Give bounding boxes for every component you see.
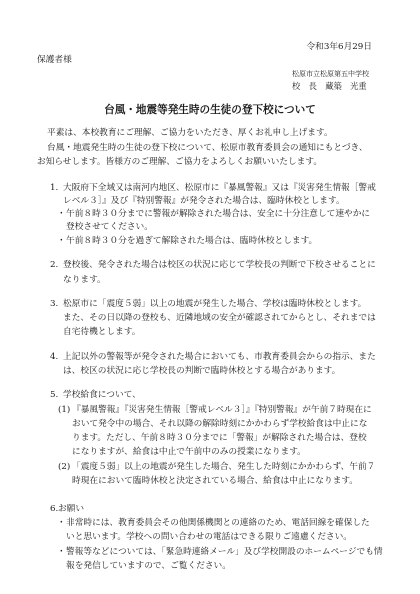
item-2-first-line: [50, 259, 376, 271]
item-1-first-line: [50, 182, 376, 194]
item-number: 2.: [50, 260, 59, 270]
subitem-text: 時現在において臨時休校と決定されている場合、給食は中止になります。: [72, 476, 358, 486]
item-1-bullet-2: [57, 235, 317, 247]
bullet-mark: ・: [57, 209, 66, 219]
item-text: 自宅待機とします。: [63, 327, 141, 337]
school-name: 松原市立松原第五中学校: [292, 70, 369, 78]
item-text: 上記以外の警報等が発令された場合においても、市教育委員会からの指示、また: [63, 352, 376, 362]
bullet-text: 報を発信していますので、ご覧ください。: [66, 561, 231, 571]
item-number: 1.: [50, 183, 59, 193]
item-number: 3.: [50, 299, 59, 309]
bullet-mark: ・: [57, 547, 66, 557]
bullet-text: いと思います。学校への問い合わせの電話はできる限りご遠慮ください。: [66, 532, 352, 542]
bullet-text: 登校させてください。: [66, 222, 153, 232]
item-text: 登校後、発令された場合は校区の状況に応じて学校長の判断で下校させることに: [63, 260, 376, 270]
item-number: 6.: [50, 504, 59, 514]
item-text: レベル３］』及び『特別警報』が発令された場合は、臨時休校とします。: [63, 196, 345, 206]
document-title: 台風・地震等発生時の生徒の登下校について: [104, 104, 316, 116]
item-text: 大阪府下全域又は南河内地区、松原市に『暴風警報』又は『災害発生情報［警戒: [63, 183, 376, 193]
intro-line: 台風・地震発生時の生徒の登下校について、松原市教育委員会の通知にもとづき、: [47, 143, 368, 153]
intro-line: 平素は、本校教育にご理解、ご協力をいただき、厚くお礼申し上げます。: [47, 128, 333, 138]
issue-date: 令和3年6月29日: [306, 42, 372, 52]
item-number: 4.: [50, 352, 59, 362]
principal-name: 校 長 藏築 光重: [292, 81, 367, 91]
bullet-mark: ・: [57, 518, 66, 528]
item-6-bullet-2: [57, 546, 383, 558]
subitem-mark: (1): [58, 405, 71, 415]
subitem-text: 「震度５弱」以上の地震が発生した場合、発生した時刻にかかわらず、午前７: [72, 462, 376, 472]
item-5-first-line: [50, 389, 141, 401]
intro-line: お知らせします。皆様方のご理解、ご協力をよろしくお願いいたします。: [37, 157, 323, 167]
item-text: 学校給食について、: [63, 390, 141, 400]
bullet-mark: ・: [57, 236, 66, 246]
item-4-first-line: [50, 351, 376, 363]
bullet-text: 警報等などについては、「緊急時連絡メール」及び学校開設のホームページでも情: [66, 547, 383, 557]
subitem-mark: (2): [58, 462, 71, 472]
bullet-text: 午前８時３０分までに警報が解除された場合は、安全に十分注意して速やかに: [66, 209, 371, 219]
item-text: また、その日以降の登校も、近隣地域の安全が確認されてからとし、それまでは: [63, 313, 376, 323]
subitem-text: おいて発令中の場合、それ以降の解除時刻にかかわらず学校給食は中止にな: [72, 419, 368, 429]
subitem-text: になりますが、給食は中止で午前中のみの授業になります。: [72, 447, 306, 457]
item-6-bullet-1: [57, 517, 370, 529]
item-text: は、校区の状況に応じ学校長の判断で臨時休校とする場合があります。: [63, 366, 341, 376]
bullet-text: 午前８時３０分を過ぎて解除された場合は、臨時休校とします。: [66, 236, 318, 246]
item-text: なります。: [63, 275, 106, 285]
recipient: 保護者様: [37, 55, 72, 65]
item-5-subitem-1: [58, 404, 372, 416]
item-5-subitem-2: [58, 461, 375, 473]
bullet-text: 非常時には、教育委員会その他関係機関との連絡のため、電話回線を確保した: [66, 518, 370, 528]
item-3-first-line: [50, 298, 366, 310]
subitem-text: 『暴風警報』『災害発生情報［警戒レベル３］』『特別警報』が午前７時現在に: [72, 405, 372, 415]
item-6-heading: [50, 503, 84, 515]
item-text: 松原市に「震度５弱」以上の地震が発生した場合、学校は臨時休校とします。: [63, 299, 367, 309]
item-number: 5.: [50, 390, 59, 400]
item-1-bullet-1: [57, 208, 370, 220]
subitem-text: ります。ただし、午前８時３０分までに「警報」が解除された場合は、登校: [72, 433, 367, 443]
item-text: お願い: [58, 504, 85, 514]
